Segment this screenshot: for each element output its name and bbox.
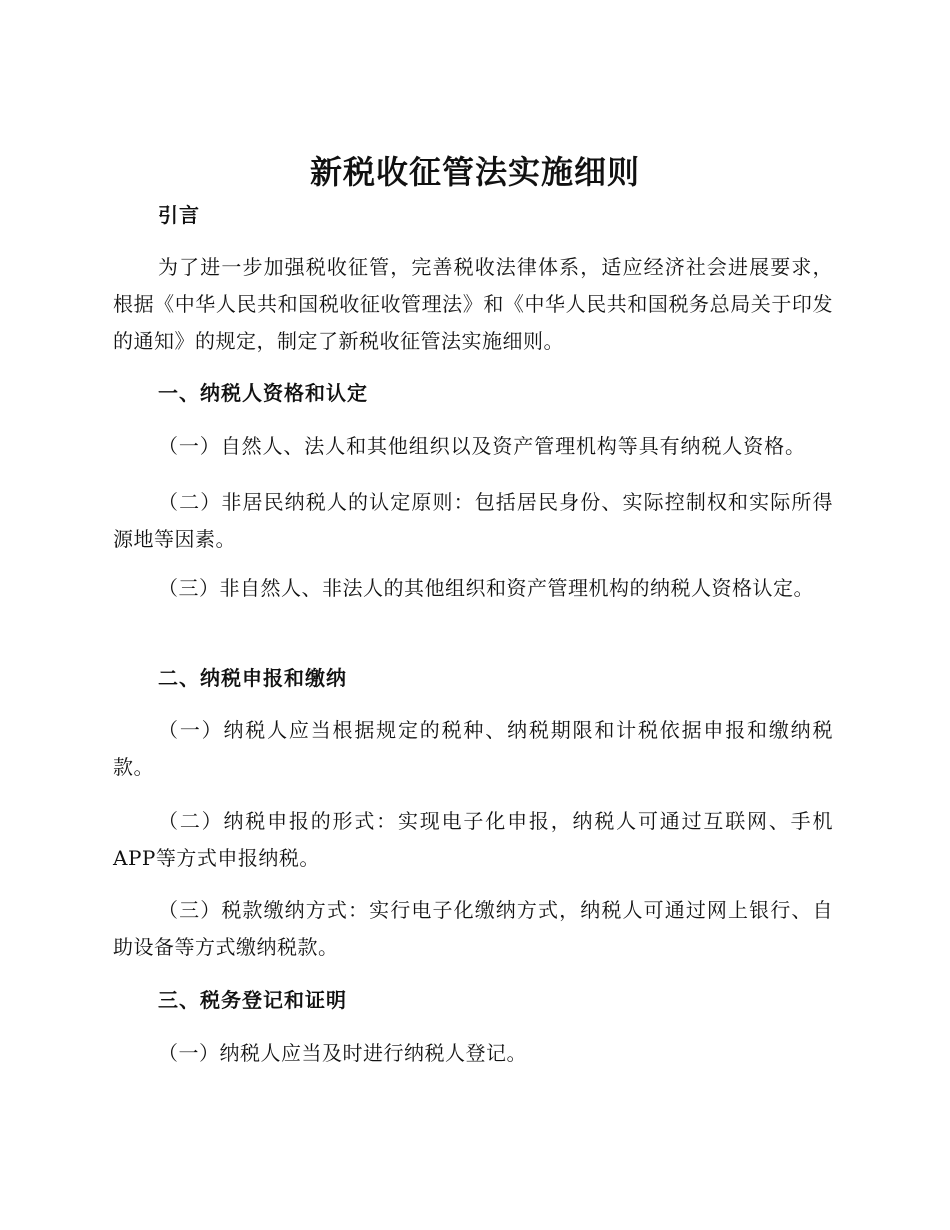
- intro-heading: 引言: [158, 203, 200, 227]
- section-2-item-3: （三）税款缴纳方式：实行电子化缴纳方式，纳税人可通过网上银行、自助设备等方式缴纳税款。: [113, 898, 833, 959]
- section-1-item-2: （二）非居民纳税人的认定原则：包括居民身份、实际控制权和实际所得源地等因素。: [113, 490, 833, 551]
- section-1-item-1: （一）自然人、法人和其他组织以及资产管理机构等具有纳税人资格。: [158, 434, 806, 458]
- section-3-item-1: （一）纳税人应当及时进行纳税人登记。: [158, 1041, 527, 1065]
- section-2-item-1: （一）纳税人应当根据规定的税种、纳税期限和计税依据申报和缴纳税款。: [113, 718, 833, 779]
- section-1-item-3: （三）非自然人、非法人的其他组织和资产管理机构的纳税人资格认定。: [158, 576, 814, 600]
- document-title: 新税收征管法实施细则: [309, 153, 640, 191]
- intro-paragraph: 为了进一步加强税收征管，完善税收法律体系，适应经济社会进展要求，根据《中华人民共和国税收征收管理法》和《中华人民共和国税务总局关于印发的通知》的规定，制定了新税收征管法实施细则。: [113, 255, 833, 353]
- section-2-item-2: （二）纳税申报的形式：实现电子化申报，纳税人可通过互联网、手机APP等方式申报纳税。: [113, 809, 833, 870]
- section-heading-1: 一、纳税人资格和认定: [158, 381, 368, 405]
- section-heading-2: 二、纳税申报和缴纳: [158, 666, 347, 690]
- section-heading-3: 三、税务登记和证明: [158, 988, 347, 1012]
